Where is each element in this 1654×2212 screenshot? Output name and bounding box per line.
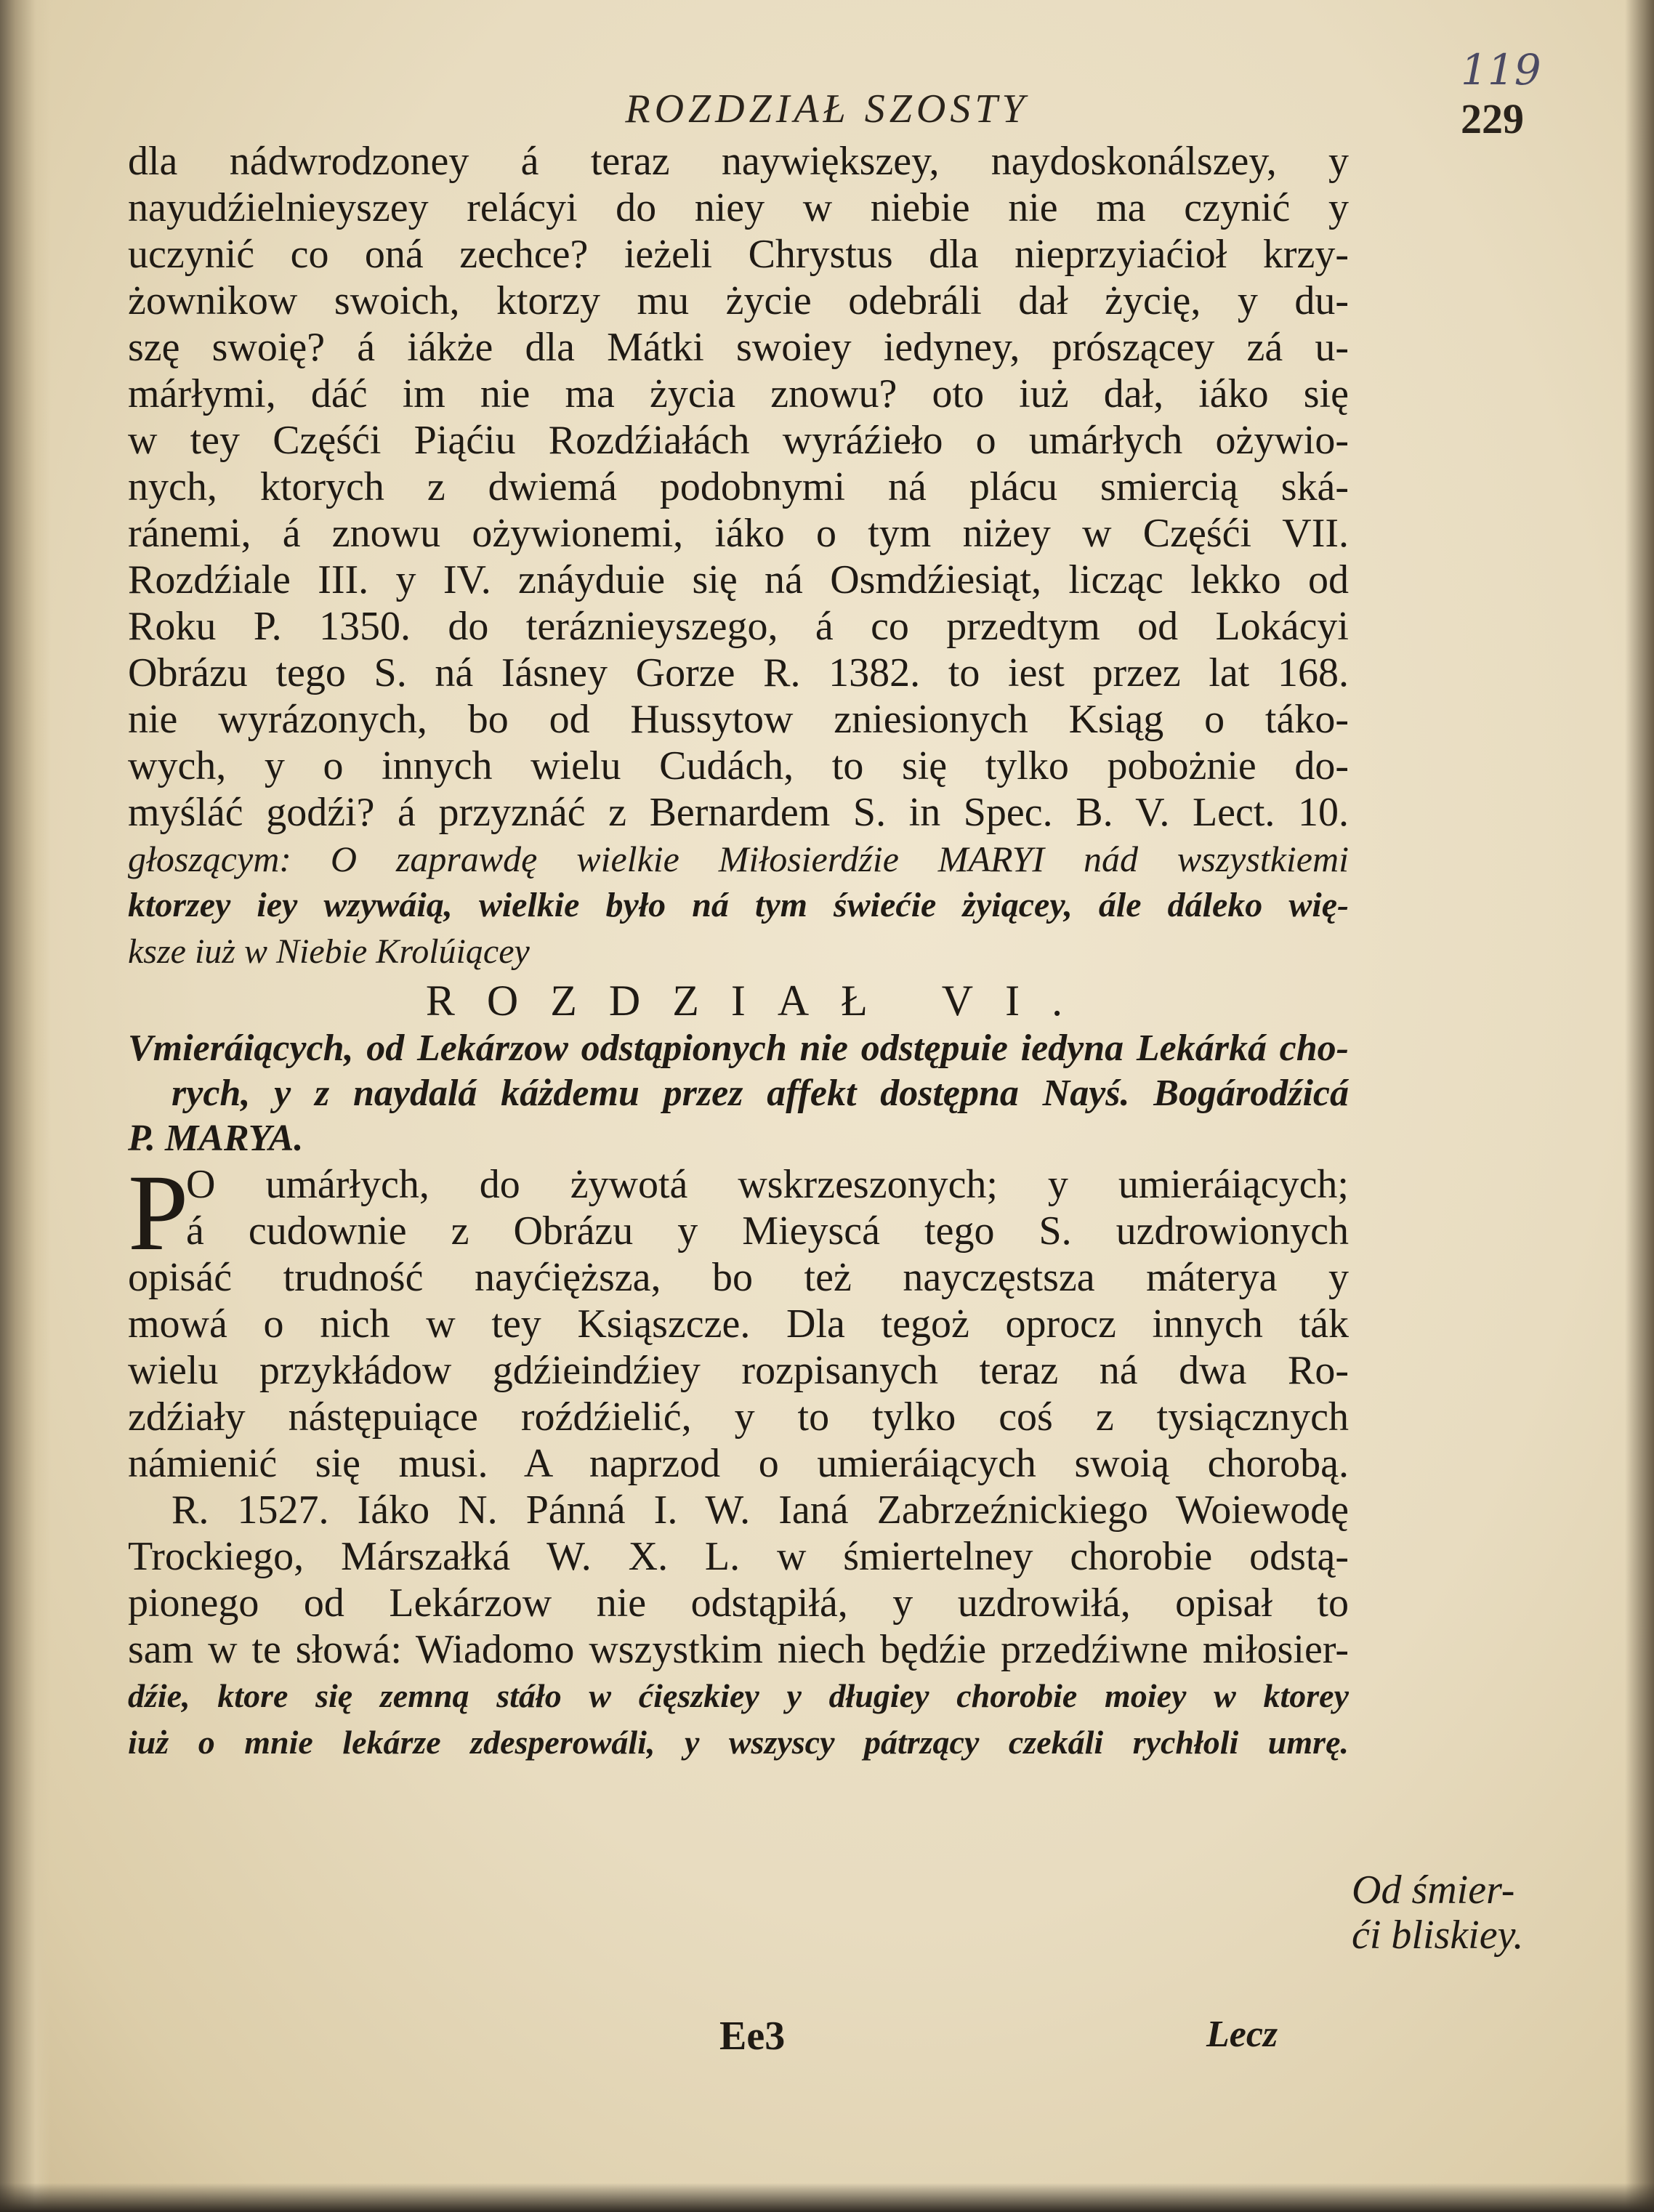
text-line: ránemi, á znowu ożywionemi, iáko o tym niżey w Częśći VII. xyxy=(128,511,1349,556)
running-head: ROZDZIAŁ SZOSTY xyxy=(625,86,1029,132)
text-line-italic: iuż o mnie lekárze zdesperowáli, y wszyscy pátrzący czekáli rychłoli umrę. xyxy=(128,1724,1349,1761)
summary-line: rych, y z naydalá káżdemu przez affekt dostępna Nayś. Bogárodźicá xyxy=(172,1073,1349,1114)
chapter-title: ROZDZIAŁ VI. xyxy=(425,977,1095,1025)
text-line: mowá o nich w tey Ksiąszcze. Dla tegoż oprocz innych ták xyxy=(128,1301,1349,1347)
text-line-italic: dźie, ktore się zemną stáło w ćięszkiey y długiey chorobie moiey w ktorey xyxy=(128,1677,1349,1714)
text-line: w tey Częśći Piąćiu Rozdźiałách wyráźieło o umárłych ożywio- xyxy=(128,418,1349,463)
handwritten-folio-number: 119 xyxy=(1461,45,1541,94)
text-line: sam w te słowá: Wiadomo wszystkim niech będźie przedźiwne miłosier- xyxy=(128,1627,1349,1672)
text-line: myśláć godźi? á przyznáć z Bernardem S. in Spec. B. V. Lect. 10. xyxy=(128,790,1349,835)
text-line: dla nádwrodzoney á teraz naywiększey, naydoskonálszey, y xyxy=(128,139,1349,184)
text-line: Rozdźiale III. y IV. znáyduie się ná Osmdźiesiąt, licząc lekko od xyxy=(128,557,1349,602)
margin-note-line: ći bliskiey. xyxy=(1352,1913,1524,1958)
text-line: R. 1527. Iáko N. Pánná I. W. Ianá Zabrzeźnickiego Woiewodę xyxy=(172,1488,1349,1533)
text-line-italic: ktorzey iey wzywáią, wielkie było ná tym świećie żyiącey, ále dáleko wię- xyxy=(128,886,1349,924)
text-line: Trockiego, Márszałká W. X. L. w śmiertelney chorobie odstą- xyxy=(128,1534,1349,1579)
text-line: Roku P. 1350. do teráznieyszego, á co przedtym od Lokácyi xyxy=(128,604,1349,649)
text-line: wielu przykłádow gdźieindźiey rozpisanych teraz ná dwa Ro- xyxy=(128,1348,1349,1393)
margin-note-line: Od śmier- xyxy=(1352,1868,1515,1913)
text-line: szę swoię? á iákże dla Mátki swoiey iedyney, prószącey zá u- xyxy=(128,325,1349,370)
text-line: márłymi, dáć im nie ma życia znowu? oto iuż dał, iáko się xyxy=(128,371,1349,416)
summary-line: P. MARYA. xyxy=(128,1118,304,1159)
text-line: nayudźielnieyszey relácyi do niey w niebie nie ma czynić y xyxy=(128,185,1349,230)
text-line: O umárłych, do żywotá wskrzeszonych; y umieráiących; xyxy=(186,1162,1349,1207)
text-line: nych, ktorych z dwiemá podobnymi ná plácu smiercią ská- xyxy=(128,464,1349,509)
text-line-italic: głoszącym: O zaprawdę wielkie Miłosierdźie MARYI nád wszystkiemi xyxy=(128,839,1349,879)
page-bottom-shadow xyxy=(0,2183,1654,2212)
page-edge-shadow xyxy=(1625,0,1654,2212)
main-text xyxy=(128,138,1349,1766)
text-line: Obrázu tego S. ná Iásney Gorze R. 1382. to iest przez lat 168. xyxy=(128,650,1349,695)
drop-capital: P xyxy=(128,1153,189,1273)
page-footer xyxy=(0,2013,1654,2071)
page-number: 229 xyxy=(1461,95,1524,142)
text-line: nie wyrázonych, bo od Hussytow zniesionych Ksiąg o táko- xyxy=(128,697,1349,742)
text-line-italic: ksze iuż w Niebie Krolúiącey xyxy=(128,932,530,971)
text-line: námienić się musi. A naprzod o umieráiących swoią chorobą. xyxy=(128,1441,1349,1486)
text-line: żownikow swoich, ktorzy mu życie odebráli dał życię, y du- xyxy=(128,278,1349,323)
chapter-summary xyxy=(128,1026,1349,1161)
text-line: wych, y o innych wielu Cudách, to się tylko pobożnie do- xyxy=(128,743,1349,788)
text-line: á cudownie z Obrázu y Mieyscá tego S. uzdrowionych xyxy=(186,1208,1349,1254)
summary-line: Vmieráiących, od Lekárzow odstąpionych nie odstępuie iedyna Lekárká cho- xyxy=(128,1028,1349,1069)
text-line: zdźiały nástępuiące roźdźielić, y to tylko coś z tysiącznych xyxy=(128,1394,1349,1440)
text-line: pionego od Lekárzow nie odstąpiłá, y uzdrowiłá, opisał to xyxy=(128,1581,1349,1626)
paragraph-opening xyxy=(128,1153,1349,1273)
text-line: opisáć trudność nayćięższa, bo też nayczęstsza máterya y xyxy=(128,1255,1349,1300)
catchword: Lecz xyxy=(1206,2014,1278,2055)
binding-gutter xyxy=(0,0,51,2212)
margin-note xyxy=(1352,1868,1541,1958)
signature-mark: Ee3 xyxy=(719,2014,786,2059)
text-line: uczynić co oná zechce? ieżeli Chrystus dla nieprzyiaćioł krzy- xyxy=(128,232,1349,277)
